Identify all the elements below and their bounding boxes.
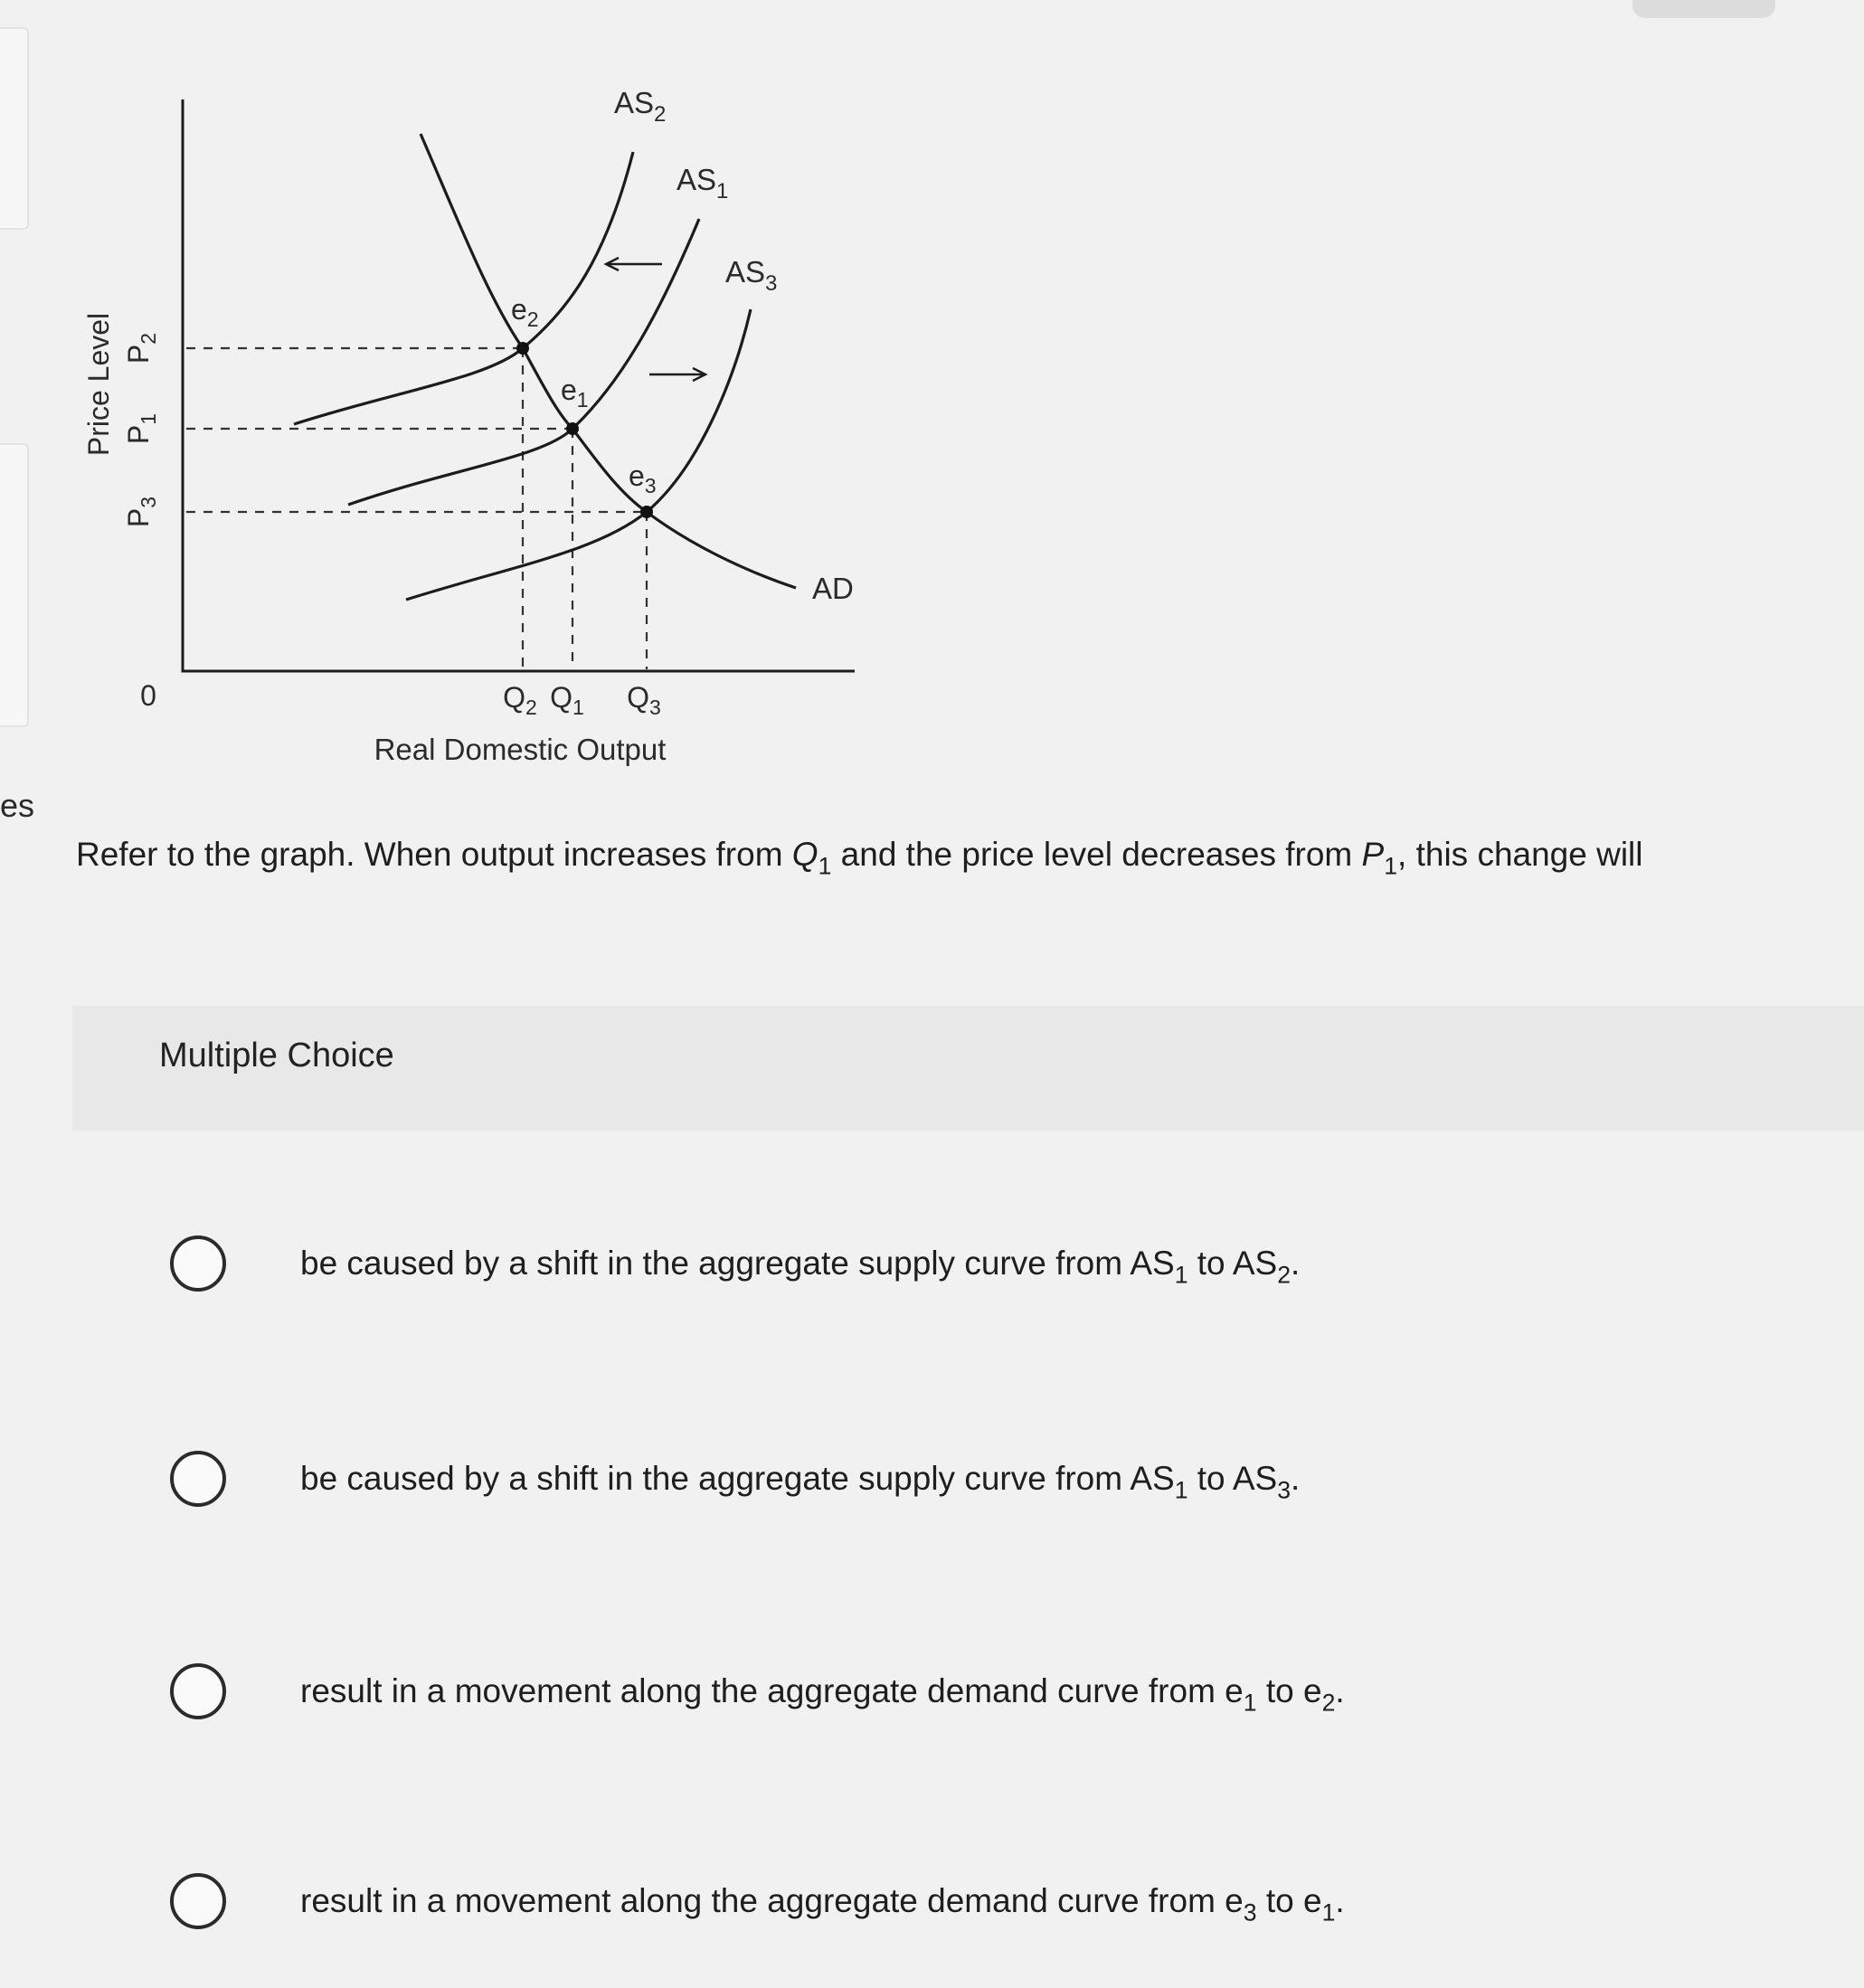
top-tab-fragment: [1632, 0, 1775, 18]
as3-curve: [406, 309, 751, 600]
ad-curve: [421, 134, 796, 588]
radio-button[interactable]: [170, 1873, 226, 1929]
svg-text:P1: $P_1$: [122, 412, 160, 445]
y-axis-label: [82, 313, 115, 456]
multiple-choice-header: [72, 1006, 1864, 1131]
left-card-edge: [0, 27, 29, 230]
point-e2: [516, 342, 529, 355]
shift-left-arrow: [606, 258, 662, 270]
choice-option-3[interactable]: [170, 1651, 1798, 1732]
svg-text:P2: $P_2$: [122, 332, 160, 364]
choice-text: result in a movement along the aggregate demand curve from $e_3$ to $e_1$.: [300, 1882, 1345, 1926]
ad-label: AD: [812, 572, 854, 605]
side-text-fragment: es: [0, 787, 35, 824]
point-e1: [566, 422, 579, 435]
svg-text:Price Level: Price Level: [82, 312, 115, 457]
choice-text: result in a movement along the aggregate demand curve from $e_1$ to $e_2$.: [300, 1672, 1345, 1717]
radio-button[interactable]: [170, 1235, 226, 1292]
as1-label: $AS_1$: [677, 163, 729, 204]
left-card-edge: [0, 443, 29, 727]
as2-curve: [294, 152, 633, 424]
radio-button[interactable]: [170, 1663, 226, 1719]
axes: [183, 99, 855, 671]
y-tick-p2: [122, 333, 160, 364]
e3-label: $e_3$: [629, 459, 657, 497]
x-tick-q2: $Q_2$: [503, 681, 537, 719]
y-tick-p3: [122, 497, 160, 527]
question-text: Refer to the graph. When output increases from $Q_1$ and the price level decreases from $P_1$, this change will: [76, 836, 1643, 880]
multiple-choice-label: Multiple Choice: [159, 1037, 394, 1074]
svg-text:P3: $P_3$: [122, 496, 160, 528]
as3-label: $AS_3$: [725, 255, 778, 296]
origin-label: 0: [140, 679, 156, 712]
choice-text: be caused by a shift in the aggregate supply curve from $AS_1$ to $AS_2$.: [300, 1245, 1301, 1289]
y-tick-p1: [122, 413, 160, 444]
shift-right-arrow: [649, 368, 705, 381]
choice-option-1[interactable]: [170, 1223, 1798, 1304]
as1-curve: [348, 219, 699, 505]
as2-label: $AS_2$: [614, 86, 667, 127]
point-e3: [640, 506, 653, 518]
as-ad-graph: [54, 72, 913, 796]
x-axis-label: Real Domestic Output: [374, 733, 667, 766]
x-tick-q1: $Q_1$: [550, 681, 584, 719]
e1-label: $e_1$: [561, 374, 589, 412]
e2-label: $e_2$: [511, 293, 539, 331]
radio-button[interactable]: [170, 1451, 226, 1507]
choice-option-2[interactable]: [170, 1438, 1798, 1519]
choice-option-4[interactable]: [170, 1860, 1798, 1942]
x-tick-q3: $Q_3$: [627, 681, 661, 719]
choice-text: be caused by a shift in the aggregate supply curve from $AS_1$ to $AS_3$.: [300, 1460, 1301, 1504]
